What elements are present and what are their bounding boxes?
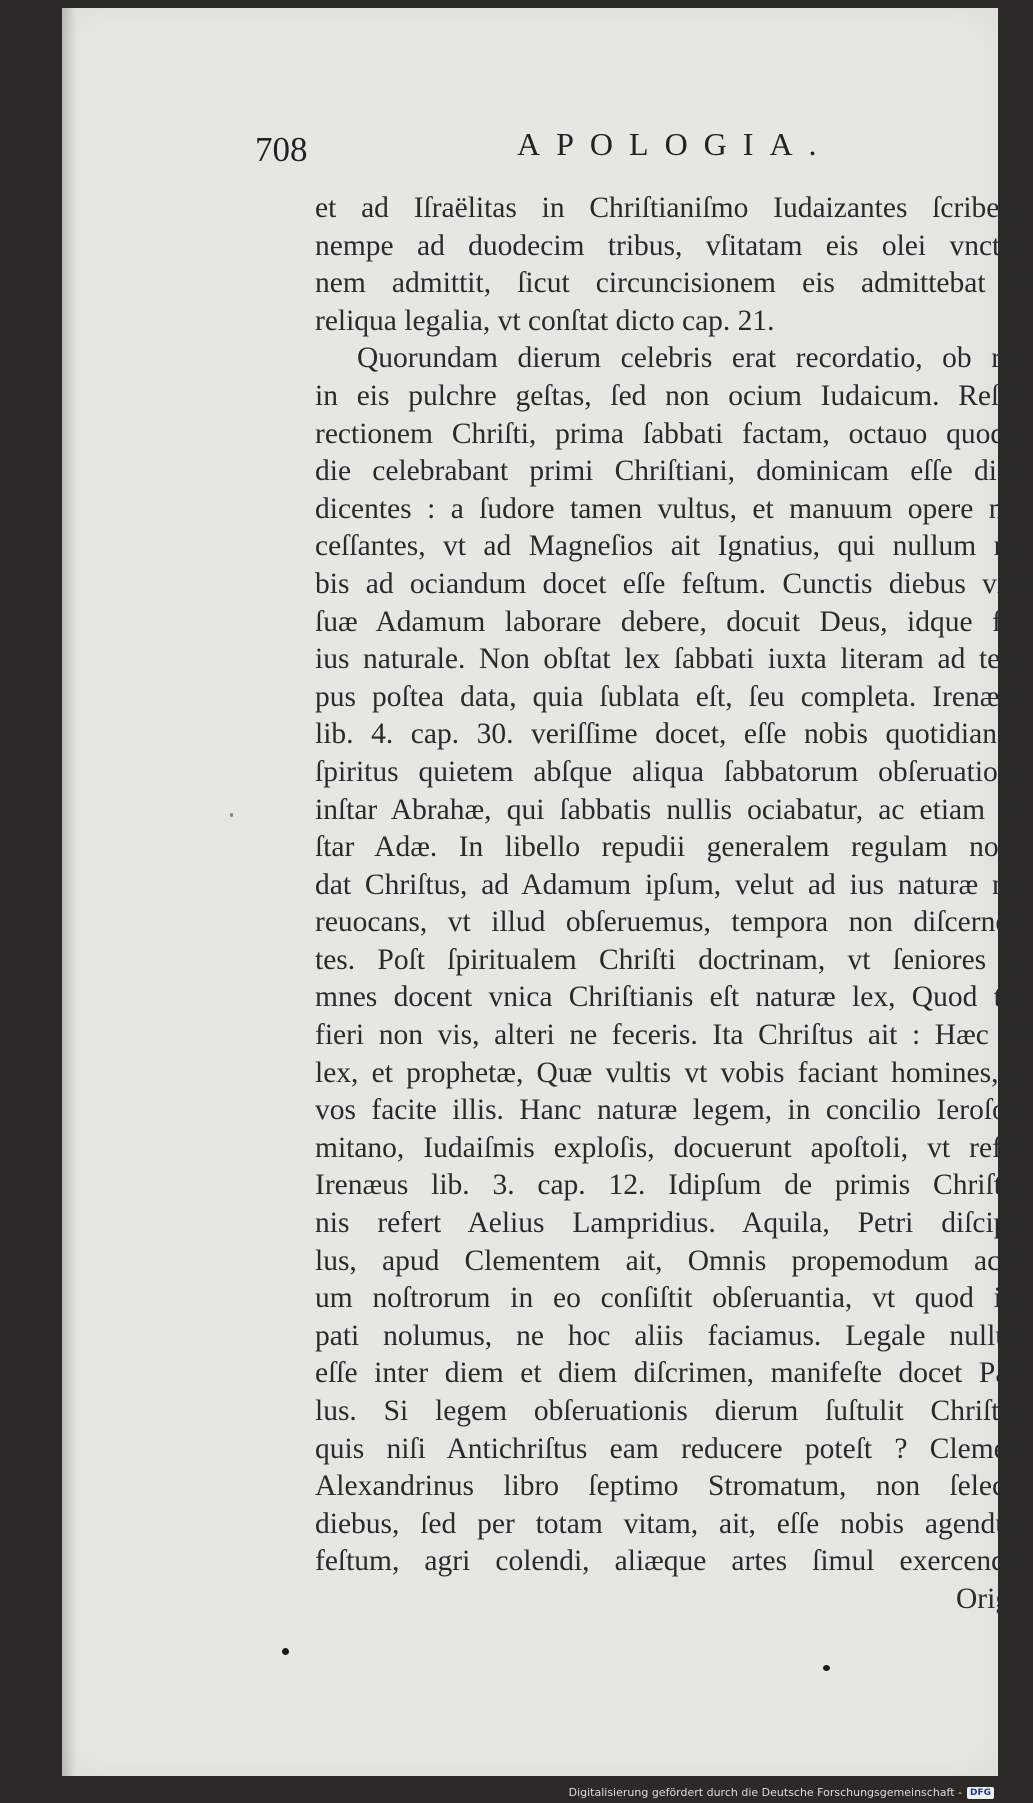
text-line: nis refert Aelius Lampridius. Aquila, Petri diſcipu- [315, 1207, 1033, 1240]
text-line: eſſe inter diem et diem diſcrimen, manifeſte docet Pau- [315, 1357, 1033, 1390]
text-line: die celebrabant primi Chriſtiani, dominicam eſſe diem [315, 455, 1033, 488]
page-number: 708 [255, 130, 308, 169]
book-page [62, 8, 1033, 1776]
text-line: um noſtrorum in eo conſiſtit obſeruantia, vt quod ipſi [315, 1282, 1033, 1315]
text-line: inſtar Abrahæ, qui ſabbatis nullis ociabatur, ac etiam in- [315, 793, 1033, 826]
text-line: reuocans, vt illud obſeruemus, tempora non diſcernen- [315, 906, 1033, 939]
text-line: in eis pulchre geſtas, ſed non ocium Iudaicum. Reſur- [315, 379, 1033, 412]
speck [823, 1665, 830, 1671]
text-line: et ad Iſraëlitas in Chriſtianiſmo Iudaizantes ſcribens, [315, 192, 1033, 224]
speck [282, 1648, 289, 1655]
text-line: rectionem Chriſti, prima ſabbati factam, octauo quoque [315, 417, 1033, 450]
text-line: vos facite illis. Hanc naturæ legem, in concilio Ieroſoli- [315, 1094, 1033, 1127]
text-line: ſuæ Adamum laborare debere, docuit Deus, idque fuit [315, 605, 1033, 638]
text-line: Quorundam dierum celebris erat recordatio, ob res, [357, 342, 1033, 375]
text-line: dat Chriſtus, ad Adamum ipſum, velut ad ius naturæ nos [315, 868, 1033, 901]
text-line: fieri non vis, alteri ne feceris. Ita Chriſtus ait : Hæc eſt [315, 1019, 1033, 1052]
catchword: Orige- [956, 1582, 1033, 1615]
speck [230, 813, 233, 817]
text-line: mnes docent vnica Chriſtianis eſt naturæ lex, Quod tibi [315, 981, 1033, 1014]
text-line: lib. 4. cap. 30. veriſſime docet, eſſe nobis quotidianam [315, 718, 1033, 751]
text-line: lex, et prophetæ, Quæ vultis vt vobis faciant homines, et [315, 1056, 1033, 1089]
digitization-credit [569, 1786, 994, 1799]
text-line: nem admittit, ſicut circuncisionem eis admittebat et [315, 267, 1033, 300]
text-line: ceſſantes, vt ad Magneſios ait Ignatius, qui nullum no- [315, 530, 1033, 563]
text-line: diebus, ſed per totam vitam, ait, eſſe nobis agendum [315, 1507, 1033, 1540]
text-line: nempe ad duodecim tribus, vſitatam eis olei vnctio- [315, 229, 1033, 262]
text-line: mitano, Iudaiſmis exploſis, docuerunt apoſtoli, vt refert [315, 1131, 1033, 1164]
body-text [315, 190, 1033, 1619]
text-line: Irenæus lib. 3. cap. 12. Idipſum de primis Chriſtia- [315, 1169, 1033, 1202]
text-line: pati nolumus, ne hoc aliis faciamus. Legale nullum [315, 1319, 1033, 1352]
text-line: feſtum, agri colendi, aliæque artes ſimul exercendæ. [315, 1545, 1033, 1578]
text-line: Alexandrinus libro ſeptimo Stromatum, non ſelectis [315, 1470, 1033, 1503]
text-line: dicentes : a ſudore tamen vultus, et manuum opere non [315, 492, 1033, 525]
text-line: pus poſtea data, quia ſublata eſt, ſeu completa. Irenæus, [315, 680, 1033, 713]
text-line: tes. Poſt ſpiritualem Chriſti doctrinam, vt ſeniores o- [315, 943, 1033, 976]
dfg-logo: DFG [967, 1787, 994, 1799]
credit-text: Digitalisierung gefördert durch die Deutsche Forschungsgemeinschaft - [568, 1786, 962, 1799]
running-head: APOLOGIA. [517, 126, 833, 162]
text-line: reliqua legalia, vt conſtat dicto cap. 21. [315, 304, 775, 337]
gutter-shadow [62, 8, 76, 1776]
text-line: lus. Si legem obſeruationis dierum ſuſtulit Chriſtus, [315, 1395, 1033, 1427]
text-line: ius naturale. Non obſtat lex ſabbati iuxta literam ad tem- [315, 643, 1033, 676]
text-line: bis ad ociandum docet eſſe feſtum. Cunctis diebus vitæ [315, 567, 1033, 600]
text-line: quis niſi Antichriſtus eam reducere poteſt ? Clemens [315, 1432, 1033, 1465]
text-line: ſtar Adæ. In libello repudii generalem regulam nobis [315, 831, 1033, 864]
text-line: ſpiritus quietem abſque aliqua ſabbatorum obſeruatione, [315, 755, 1033, 788]
text-line: lus, apud Clementem ait, Omnis propemodum actu- [315, 1244, 1033, 1277]
